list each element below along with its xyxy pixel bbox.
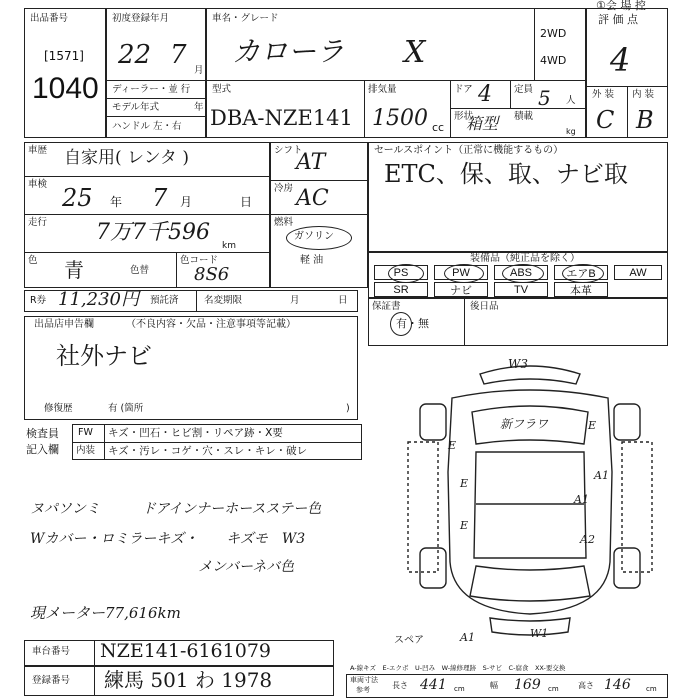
ac: AC bbox=[296, 186, 329, 211]
seller-sub-label: （不良内容・欠品・注意事項等記載） bbox=[126, 319, 296, 330]
color-code: 8S6 bbox=[194, 264, 230, 285]
km-unit: km bbox=[222, 241, 236, 251]
dimensions-label: 車両寸法 bbox=[350, 676, 378, 684]
diagram-label-a1c: A1 bbox=[460, 631, 475, 644]
car-grade: X bbox=[404, 35, 426, 70]
reg-year: 22 bbox=[118, 40, 152, 70]
diagram-label-a1b: A1 bbox=[574, 493, 589, 506]
category-label: 車歴 bbox=[28, 145, 48, 156]
reg-month: 7 bbox=[170, 40, 187, 70]
model-year-label: モデル年式 bbox=[112, 102, 160, 113]
mileage: 7万7千596 bbox=[96, 220, 210, 245]
equip-tv: TV bbox=[494, 282, 548, 297]
diagram-label-w1: W1 bbox=[530, 627, 549, 640]
equip-pw: PW bbox=[434, 265, 488, 280]
width-label: 幅 bbox=[490, 681, 498, 690]
inspection-year-unit: 年 bbox=[110, 195, 123, 209]
model-code: DBA-NZE141 bbox=[210, 106, 353, 130]
lot-number: 1040 bbox=[32, 72, 99, 105]
color: 青 bbox=[64, 258, 84, 282]
fuel-label: 燃料 bbox=[274, 217, 294, 228]
owner-day-unit: 日 bbox=[338, 295, 348, 306]
load-label: 積載 bbox=[514, 111, 534, 122]
inspection-year: 25 bbox=[62, 184, 93, 212]
equip-mark-ps bbox=[388, 264, 424, 283]
displacement-label: 排気量 bbox=[368, 84, 397, 95]
shape-label: 形状 bbox=[454, 111, 474, 122]
sales-label: セールスポイント（正常に機能するもの） bbox=[374, 145, 564, 156]
chassis-value: NZE141-6161079 bbox=[100, 640, 271, 662]
diagram-label-a1a: A1 bbox=[594, 469, 609, 482]
car-name: カローラ bbox=[232, 35, 345, 68]
cc-unit: cc bbox=[432, 121, 445, 134]
sales-text: ETC、保、取、ナビ取 bbox=[384, 160, 628, 188]
equip-aw: AW bbox=[614, 265, 662, 280]
height-value: 146 bbox=[604, 677, 631, 693]
color-change-label: 色替 bbox=[130, 265, 150, 276]
diagram-label-e1: E bbox=[448, 439, 457, 452]
equip-abs: ABS bbox=[494, 265, 548, 280]
diagram-label-w3: W3 bbox=[508, 357, 528, 371]
interior-label: 内 装 bbox=[632, 89, 655, 100]
equip-navi: ナビ bbox=[434, 282, 488, 297]
warranty-label: 保証書 bbox=[372, 301, 401, 312]
right-side bbox=[622, 442, 652, 572]
eval-label: 評 価 点 bbox=[598, 13, 638, 26]
shift: AT bbox=[296, 150, 326, 175]
repair-label: 修復歴 bbox=[44, 403, 73, 414]
warranty-value: 有・無 bbox=[396, 317, 429, 330]
lot-sub-number: [1571] bbox=[44, 49, 84, 63]
doors: 4 bbox=[478, 82, 492, 107]
inspector-note-1: ヌパソンミ ドアインナーホースステー色 bbox=[30, 501, 322, 517]
equip-mark-pw bbox=[444, 264, 484, 283]
name-label: 車名・グレード bbox=[212, 13, 279, 24]
length-label: 長さ bbox=[392, 681, 408, 690]
diagram-label-e3: E bbox=[460, 477, 469, 490]
inspection-label: 車検 bbox=[28, 179, 48, 190]
top-right-text: ①会 場 控 bbox=[596, 0, 646, 12]
diagram-legend: A-線キズ E-エクボ U-凹み W-線修理跡 S-サビ C-腐食 XX-要交換 bbox=[350, 664, 566, 672]
recycle-deposit: 預託済 bbox=[150, 295, 179, 306]
equip-mark-abs bbox=[502, 264, 544, 283]
left-side bbox=[408, 442, 438, 572]
length-value: 441 bbox=[420, 677, 447, 693]
fuel: ガソリン bbox=[294, 231, 334, 242]
repair-value: 有 (箇所 bbox=[108, 403, 144, 414]
recycle-label: R券 bbox=[30, 295, 47, 306]
inspector-note-2: Wカバー・ロミラーキズ・ キズモ W3 bbox=[30, 531, 306, 547]
registration-value: 練馬 501 わ 1978 bbox=[104, 668, 273, 692]
repair-close: ) bbox=[346, 403, 350, 414]
inspection-month: 7 bbox=[152, 184, 168, 212]
diagram-label-a2: A2 bbox=[580, 533, 595, 546]
chassis-label: 車台番号 bbox=[32, 646, 71, 657]
after-label: 後日品 bbox=[470, 301, 499, 312]
height-label: 高さ bbox=[578, 681, 594, 690]
seller-label: 出品店申告欄 bbox=[34, 319, 94, 330]
sales-box bbox=[368, 142, 668, 252]
inspection-day-unit: 日 bbox=[240, 195, 253, 209]
recycle-amount: 11,230円 bbox=[58, 289, 139, 310]
right-front-wheel bbox=[614, 404, 640, 440]
warranty-mark bbox=[390, 312, 412, 336]
color-code-label: 色コード bbox=[180, 255, 219, 266]
diagram-label-text: 新フラワ bbox=[500, 417, 549, 431]
right-rear-wheel bbox=[614, 548, 640, 588]
diagram-label-e2: E bbox=[588, 419, 597, 432]
equip-sr: SR bbox=[374, 282, 428, 297]
diagram-label-e4: E bbox=[460, 519, 469, 532]
exterior-label: 外 装 bbox=[592, 89, 615, 100]
car-damage-diagram bbox=[380, 352, 680, 652]
capacity-unit: 人 bbox=[566, 95, 576, 106]
registration-label: 登録番号 bbox=[32, 675, 71, 686]
lot-label: 出品番号 bbox=[30, 13, 69, 24]
rear-bumper bbox=[480, 366, 580, 384]
equip-leather: 本革 bbox=[554, 282, 608, 297]
left-front-wheel bbox=[420, 404, 446, 440]
eval-score: 4 bbox=[610, 41, 631, 79]
reg-box bbox=[106, 8, 206, 138]
inspector-row1-text: キズ・凹石・ヒビ割・リペア跡・X要 bbox=[108, 427, 283, 439]
inspector-row2-label: 内装 bbox=[76, 445, 96, 456]
equip-ps: PS bbox=[374, 265, 428, 280]
inspector-note-3: メンバーネバ色 bbox=[30, 559, 295, 575]
shape: 箱型 bbox=[466, 114, 499, 133]
drive-2wd: 2WD bbox=[540, 27, 567, 40]
inspector-row2-text: キズ・汚レ・コゲ・穴・スレ・キレ・破レ bbox=[108, 445, 308, 457]
reg-year-label: 初度登録年月 bbox=[112, 13, 170, 24]
owner-label: 名変期限 bbox=[204, 295, 243, 306]
capacity-label: 定員 bbox=[514, 84, 534, 95]
capacity: 5 bbox=[538, 86, 551, 110]
drive-4wd: 4WD bbox=[540, 54, 567, 67]
odometer-note: 現メーター77,616km bbox=[30, 604, 181, 622]
width-value: 169 bbox=[514, 677, 541, 693]
left-rear-wheel bbox=[420, 548, 446, 588]
height-unit: cm bbox=[646, 685, 657, 693]
model-year-unit: 年 bbox=[194, 102, 204, 113]
interior-grade: B bbox=[636, 106, 654, 134]
inspector-label-bottom: 記入欄 bbox=[26, 443, 59, 456]
category: 自家用( レンタ ) bbox=[64, 148, 189, 168]
ac-label: 冷房 bbox=[274, 183, 294, 194]
diagram-label-spare: スペア bbox=[394, 635, 424, 646]
displacement: 1500 bbox=[372, 106, 428, 131]
owner-month-unit: 月 bbox=[290, 295, 300, 306]
equip-mark-airbag bbox=[562, 264, 604, 283]
seller-text: 社外ナビ bbox=[56, 342, 152, 370]
shift-label: シフト bbox=[274, 145, 303, 156]
color-label: 色 bbox=[28, 255, 38, 266]
dimensions-sub: 参考 bbox=[356, 686, 370, 694]
equip-airbag: エアB bbox=[554, 265, 608, 280]
door-label: ドア bbox=[454, 84, 473, 95]
inspector-row1-label: FW bbox=[78, 427, 93, 438]
length-unit: cm bbox=[454, 685, 465, 693]
handle-label: ハンドル 左・右 bbox=[112, 121, 182, 132]
inspector-label-top: 検査員 bbox=[26, 427, 59, 440]
equipment-label: 装備品（純正品を除く） bbox=[470, 253, 580, 264]
reg-month-unit: 月 bbox=[194, 65, 204, 76]
width-unit: cm bbox=[548, 685, 559, 693]
fuel-options: 軽 油 bbox=[300, 255, 324, 266]
mileage-label: 走行 bbox=[28, 217, 48, 228]
type-label: 型式 bbox=[212, 84, 232, 95]
kg-unit: kg bbox=[566, 127, 576, 136]
dealer-label: ディーラー・並 行 bbox=[112, 84, 191, 95]
inspection-month-unit: 月 bbox=[180, 195, 193, 209]
exterior-grade: C bbox=[596, 106, 615, 134]
